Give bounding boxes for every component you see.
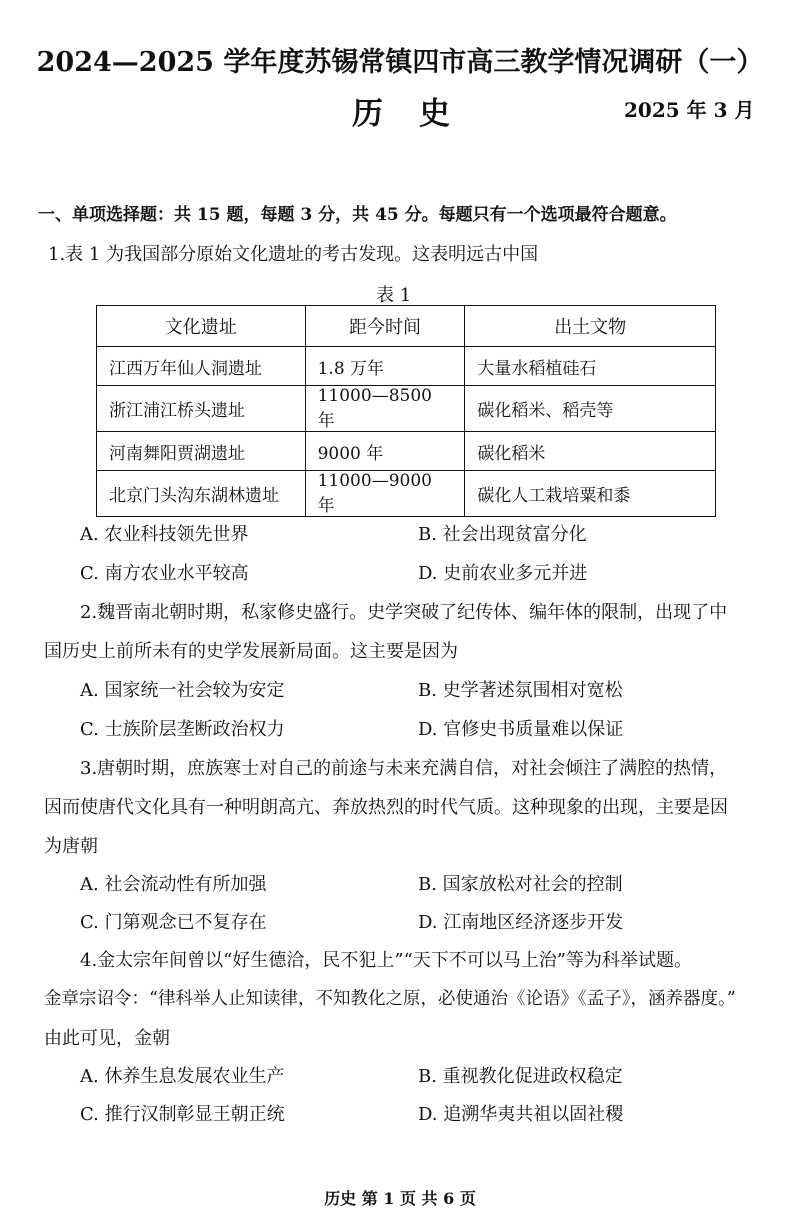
table-row: [97, 347, 716, 386]
table-cell: 1.8 万年: [305, 347, 465, 386]
q4-option-d: D. 追溯华夷共祖以固社稷: [418, 1104, 624, 1125]
table-cell: 碳化稻米: [465, 432, 716, 471]
q4-stem-line-1: 4.金太宗年间曾以“好生德洽，民不犯上”“天下不可以马上治”等为科举试题。: [80, 950, 692, 971]
q3-option-c: C. 门第观念已不复存在: [80, 912, 267, 933]
q2-option-b: B. 史学著述氛围相对宽松: [418, 680, 623, 701]
table-cell: 碳化稻米、稻壳等: [465, 386, 716, 432]
table-row: [97, 432, 716, 471]
table-cell: 大量水稻植硅石: [465, 347, 716, 386]
table-header-row: [97, 306, 716, 347]
table-cell: 浙江浦江桥头遗址: [97, 386, 306, 432]
q1-option-a: A. 农业科技领先世界: [80, 524, 249, 545]
relics-table: [96, 305, 716, 517]
table-caption: 表 1: [376, 285, 412, 306]
exam-date: 2025 年 3 月: [624, 98, 755, 122]
q4-option-b: B. 重视教化促进政权稳定: [418, 1066, 623, 1087]
page-footer: 历史 第 1 页 共 6 页: [324, 1189, 476, 1208]
q1-stem: 1.表 1 为我国部分原始文化遗址的考古发现。这表明远古中国: [48, 244, 539, 265]
q3-stem-line-2: 因而使唐代文化具有一种明朗高亢、奔放热烈的时代气质。这种现象的出现，主要是因: [44, 797, 728, 818]
q2-stem-line-1: 2.魏晋南北朝时期，私家修史盛行。史学突破了纪传体、编年体的限制，出现了中: [80, 602, 728, 623]
table-header-cell: 文化遗址: [97, 306, 306, 347]
subject-title: 历史: [352, 96, 486, 132]
q2-option-d: D. 官修史书质量难以保证: [418, 719, 624, 740]
q4-option-c: C. 推行汉制彰显王朝正统: [80, 1104, 285, 1125]
q2-stem-line-2: 国历史上前所未有的史学发展新局面。这主要是因为: [44, 641, 458, 662]
table-cell: 河南舞阳贾湖遗址: [97, 432, 306, 471]
q3-option-a: A. 社会流动性有所加强: [80, 874, 267, 895]
q3-stem-line-3: 为唐朝: [44, 836, 98, 857]
q1-option-c: C. 南方农业水平较高: [80, 563, 249, 584]
table-cell: 北京门头沟东湖林遗址: [97, 471, 306, 517]
section-heading: 一、单项选择题：共 15 题，每题 3 分，共 45 分。每题只有一个选项最符合题意。: [38, 205, 677, 225]
table-header-cell: 出土文物: [465, 306, 716, 347]
q4-stem-line-3: 由此可见，金朝: [44, 1028, 170, 1049]
table-cell: 11000—8500 年: [305, 386, 465, 432]
q3-option-b: B. 国家放松对社会的控制: [418, 874, 623, 895]
q4-option-a: A. 休养生息发展农业生产: [80, 1066, 285, 1087]
q4-stem-line-2: 金章宗诏令：“律科举人止知读律，不知教化之原，必使通治《论语》《孟子》，涵养器度。”: [44, 989, 736, 1009]
q2-option-a: A. 国家统一社会较为安定: [80, 680, 285, 701]
table-cell: 9000 年: [305, 432, 465, 471]
table-header-cell: 距今时间: [305, 306, 465, 347]
exam-title: 2024—2025 学年度苏锡常镇四市高三教学情况调研（一）: [36, 47, 764, 78]
q3-stem-line-1: 3.唐朝时期，庶族寒士对自己的前途与未来充满自信，对社会倾注了满腔的热情，: [80, 758, 728, 779]
q3-option-d: D. 江南地区经济逐步开发: [418, 912, 624, 933]
q2-option-c: C. 士族阶层垄断政治权力: [80, 719, 285, 740]
table-cell: 碳化人工栽培粟和黍: [465, 471, 716, 517]
table-cell: 江西万年仙人洞遗址: [97, 347, 306, 386]
table-cell: 11000—9000 年: [305, 471, 465, 517]
table-row: [97, 471, 716, 517]
q1-option-d: D. 史前农业多元并进: [418, 563, 588, 584]
q1-option-b: B. 社会出现贫富分化: [418, 524, 587, 545]
table-row: [97, 386, 716, 432]
